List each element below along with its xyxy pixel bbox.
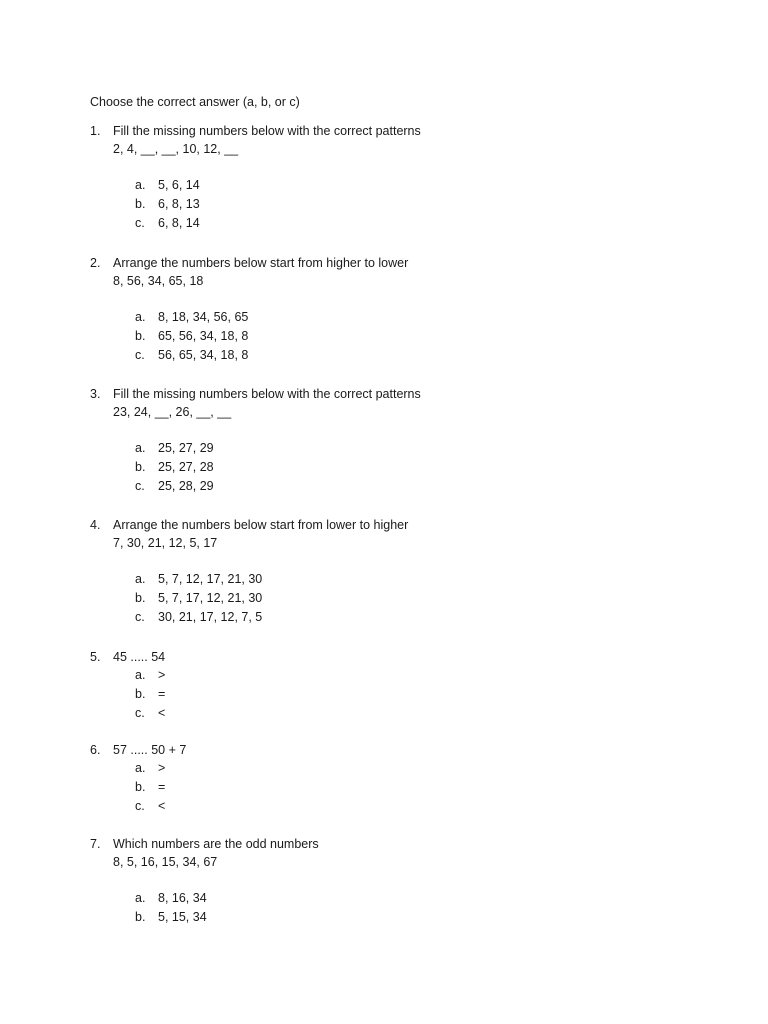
- question-7: [90, 837, 690, 929]
- question-2: [90, 256, 690, 367]
- option-c: [90, 479, 690, 498]
- instruction-text: Choose the correct answer (a, b, or c): [90, 95, 300, 109]
- question-sequence: 8, 56, 34, 65, 18: [113, 274, 204, 288]
- option-text: =: [158, 780, 166, 794]
- option-text: 25, 27, 29: [158, 441, 214, 455]
- question-header: [90, 387, 690, 405]
- option-c: [90, 706, 690, 725]
- option-text: 5, 7, 17, 12, 21, 30: [158, 591, 263, 605]
- option-letter: c.: [135, 216, 145, 230]
- option-text: >: [158, 761, 166, 775]
- option-b: [90, 687, 690, 706]
- option-a: [90, 668, 690, 687]
- option-a: [90, 891, 690, 910]
- question-header: [90, 743, 690, 761]
- option-c: [90, 610, 690, 629]
- options-list: [90, 668, 690, 725]
- option-text: 25, 28, 29: [158, 479, 214, 493]
- option-a: [90, 572, 690, 591]
- question-number: 7.: [90, 837, 101, 851]
- option-a: [90, 441, 690, 460]
- question-text: Fill the missing numbers below with the correct patterns: [113, 387, 421, 401]
- option-text: <: [158, 706, 166, 720]
- options-list: [90, 178, 690, 235]
- option-text: 65, 56, 34, 18, 8: [158, 329, 249, 343]
- option-text: 6, 8, 13: [158, 197, 200, 211]
- question-number: 5.: [90, 650, 101, 664]
- question-number: 2.: [90, 256, 101, 270]
- question-text: Arrange the numbers below start from higher to lower: [113, 256, 409, 270]
- options-list: [90, 441, 690, 498]
- question-5: [90, 650, 690, 725]
- question-text: Which numbers are the odd numbers: [113, 837, 319, 851]
- question-1: [90, 124, 690, 235]
- option-letter: a.: [135, 668, 146, 682]
- options-list: [90, 891, 690, 929]
- option-c: [90, 799, 690, 818]
- option-letter: b.: [135, 910, 146, 924]
- question-header: [90, 837, 690, 855]
- options-list: [90, 761, 690, 818]
- option-b: [90, 591, 690, 610]
- option-letter: b.: [135, 460, 146, 474]
- option-text: 8, 18, 34, 56, 65: [158, 310, 249, 324]
- question-header: [90, 650, 690, 668]
- question-number: 6.: [90, 743, 101, 757]
- option-text: 6, 8, 14: [158, 216, 200, 230]
- option-text: 5, 6, 14: [158, 178, 200, 192]
- option-b: [90, 910, 690, 929]
- question-text: Arrange the numbers below start from lower to higher: [113, 518, 409, 532]
- option-text: 56, 65, 34, 18, 8: [158, 348, 249, 362]
- question-6: [90, 743, 690, 818]
- option-letter: a.: [135, 891, 146, 905]
- option-c: [90, 216, 690, 235]
- question-sequence: 8, 5, 16, 15, 34, 67: [113, 855, 218, 869]
- question-4: [90, 518, 690, 629]
- option-text: 5, 7, 12, 17, 21, 30: [158, 572, 263, 586]
- option-letter: c.: [135, 610, 145, 624]
- question-sequence: 2, 4, __, __, 10, 12, __: [113, 142, 239, 156]
- option-text: 8, 16, 34: [158, 891, 207, 905]
- option-b: [90, 329, 690, 348]
- option-letter: b.: [135, 780, 146, 794]
- option-letter: a.: [135, 441, 146, 455]
- option-letter: a.: [135, 572, 146, 586]
- option-text: 30, 21, 17, 12, 7, 5: [158, 610, 263, 624]
- question-header: [90, 124, 690, 142]
- option-text: >: [158, 668, 166, 682]
- option-c: [90, 348, 690, 367]
- option-b: [90, 780, 690, 799]
- option-letter: c.: [135, 799, 145, 813]
- option-text: =: [158, 687, 166, 701]
- option-letter: b.: [135, 197, 146, 211]
- option-letter: c.: [135, 348, 145, 362]
- option-b: [90, 197, 690, 216]
- question-text: 57 ..... 50 + 7: [113, 743, 187, 757]
- question-sequence: 7, 30, 21, 12, 5, 17: [113, 536, 218, 550]
- question-number: 4.: [90, 518, 101, 532]
- question-sequence: 23, 24, __, 26, __, __: [113, 405, 232, 419]
- question-text: Fill the missing numbers below with the correct patterns: [113, 124, 421, 138]
- options-list: [90, 310, 690, 367]
- option-a: [90, 310, 690, 329]
- option-letter: b.: [135, 591, 146, 605]
- option-letter: a.: [135, 310, 146, 324]
- option-letter: c.: [135, 706, 145, 720]
- option-letter: c.: [135, 479, 145, 493]
- option-a: [90, 761, 690, 780]
- question-header: [90, 518, 690, 536]
- option-letter: b.: [135, 687, 146, 701]
- question-number: 1.: [90, 124, 101, 138]
- option-text: <: [158, 799, 166, 813]
- option-letter: b.: [135, 329, 146, 343]
- question-header: [90, 256, 690, 274]
- option-letter: a.: [135, 761, 146, 775]
- option-b: [90, 460, 690, 479]
- question-number: 3.: [90, 387, 101, 401]
- option-text: 25, 27, 28: [158, 460, 214, 474]
- question-text: 45 ..... 54: [113, 650, 166, 664]
- option-text: 5, 15, 34: [158, 910, 207, 924]
- option-a: [90, 178, 690, 197]
- option-letter: a.: [135, 178, 146, 192]
- options-list: [90, 572, 690, 629]
- question-3: [90, 387, 690, 498]
